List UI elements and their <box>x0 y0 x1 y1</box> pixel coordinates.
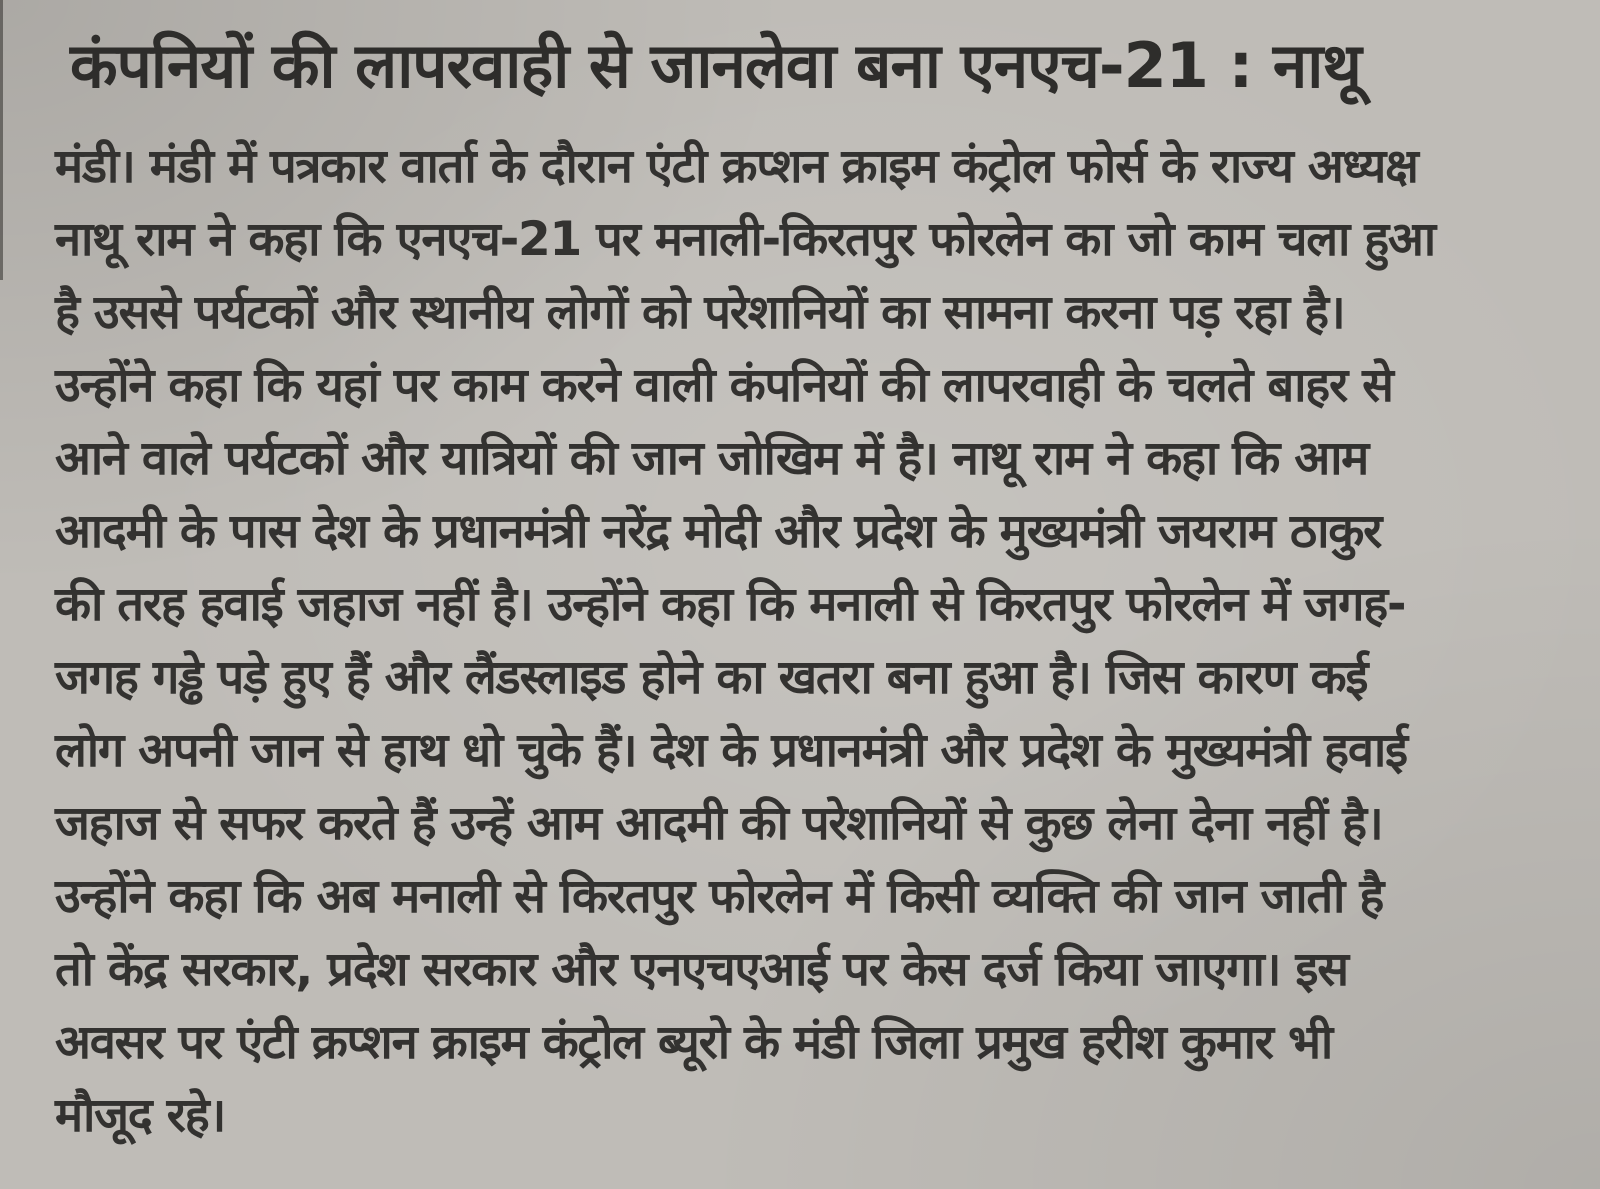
article-body <box>55 130 1550 1152</box>
body-line: अवसर पर एंटी क्रप्शन क्राइम कंट्रोल ब्यूरो के मंडी जिला प्रमुख हरीश कुमार भी <box>55 1015 1332 1070</box>
body-line: की तरह हवाई जहाज नहीं है। उन्होंने कहा कि मनाली से किरतपुर फोरलेन में जगह- <box>55 577 1406 632</box>
column-rule <box>0 0 3 280</box>
body-line: मौजूद रहे। <box>55 1088 226 1143</box>
body-line: जहाज से सफर करते हैं उन्हें आम आदमी की परेशानियों से कुछ लेना देना नहीं है। <box>55 796 1383 851</box>
body-line: आदमी के पास देश के प्रधानमंत्री नरेंद्र मोदी और प्रदेश के मुख्यमंत्री जयराम ठाकुर <box>55 504 1382 559</box>
body-line: जगह गड्ढे पड़े हुए हैं और लैंडस्लाइड होने का खतरा बना हुआ है। जिस कारण कई <box>55 650 1368 705</box>
headline: कंपनियों की लापरवाही से जानलेवा बना एनएच-21 : नाथू <box>70 29 1361 102</box>
body-line: लोग अपनी जान से हाथ धो चुके हैं। देश के प्रधानमंत्री और प्रदेश के मुख्यमंत्री हवाई <box>55 723 1407 778</box>
body-line: उन्होंने कहा कि अब मनाली से किरतपुर फोरलेन में किसी व्यक्ति की जान जाती है <box>55 869 1384 924</box>
body-line: आने वाले पर्यटकों और यात्रियों की जान जोखिम में है। नाथू राम ने कहा कि आम <box>55 431 1369 486</box>
body-line: नाथू राम ने कहा कि एनएच-21 पर मनाली-किरतपुर फोरलेन का जो काम चला हुआ <box>55 212 1435 267</box>
body-line: है उससे पर्यटकों और स्थानीय लोगों को परेशानियों का सामना करना पड़ रहा है। <box>55 285 1345 340</box>
body-line: मंडी। मंडी में पत्रकार वार्ता के दौरान एंटी क्रप्शन क्राइम कंट्रोल फोर्स के राज्य अध्यक्ष <box>55 139 1418 194</box>
body-line: उन्होंने कहा कि यहां पर काम करने वाली कंपनियों की लापरवाही के चलते बाहर से <box>55 358 1393 413</box>
body-line: तो केंद्र सरकार, प्रदेश सरकार और एनएचएआई पर केस दर्ज किया जाएगा। इस <box>55 942 1348 997</box>
